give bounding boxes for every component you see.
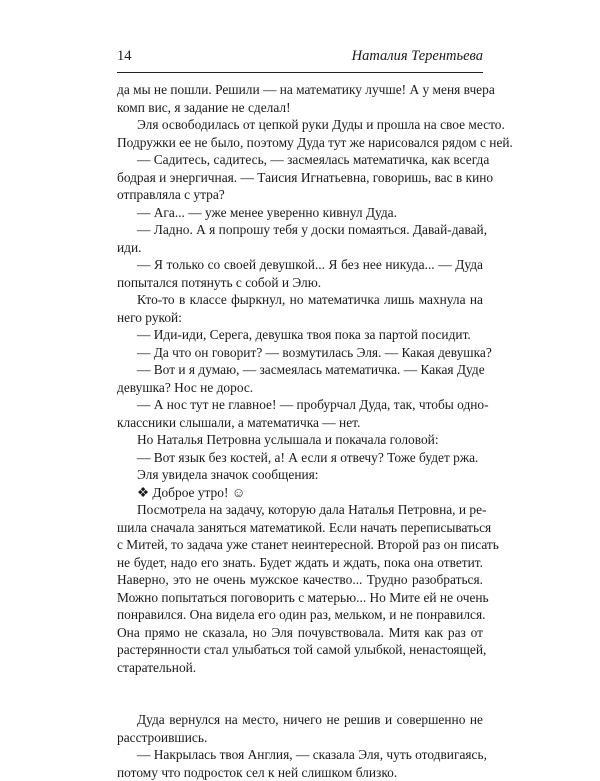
text-line: — Накрылась твоя Англия, — сказала Эля, чуть отодвигаясь, <box>117 746 483 764</box>
text-line: Эля освободилась от цепкой руки Дуды и прошла на свое место. <box>117 116 483 134</box>
text-line: — Вот и я думаю, — засмеялась математичка. — Какая Дуде <box>117 361 483 379</box>
text-line: понравился. Она видела его один раз, мельком, и не понравился. <box>117 606 483 624</box>
text-line: с Митей, то задача уже станет неинтересной. Второй раз он писать <box>117 536 483 554</box>
text-line: Посмотрела на задачу, которую дала Наталья Петровна, и ре- <box>117 501 483 519</box>
section-break <box>117 694 483 712</box>
text-line: расстроившись. <box>117 729 483 747</box>
text-line: отправляла с утра? <box>117 186 483 204</box>
text-line: не будет, надо его знать. Будет ждать и ждать, пока она ответит. <box>117 554 483 572</box>
header-rule <box>117 72 483 73</box>
text-line: иди. <box>117 239 483 257</box>
text-line: бодрая и энергичная. — Таисия Игнатьевна, говоришь, вас в кино <box>117 169 483 187</box>
message-line: ❖ Доброе утро! ☺ <box>117 484 483 502</box>
text-line: старательной. <box>117 659 483 677</box>
section-break <box>117 676 483 694</box>
text-line: Дуда вернулся на место, ничего не решив и совершенно не <box>117 711 483 729</box>
text-line: потому что подросток сел к ней слишком близко. <box>117 764 483 781</box>
text-line: классники слышали, а математичка — нет. <box>117 414 483 432</box>
text-line: Наверно, это не очень мужское качество... Трудно разобраться. <box>117 571 483 589</box>
running-head-author: Наталия Терентьева <box>352 48 483 65</box>
text-line: него рукой: <box>117 309 483 327</box>
text-line: — А нос тут не главное! — пробурчал Дуда, так, чтобы одно- <box>117 396 483 414</box>
text-line: — Иди-иди, Серега, девушка твоя пока за партой посидит. <box>117 326 483 344</box>
text-line: Она прямо не сказала, но Эля почувствовала. Митя как раз от <box>117 624 483 642</box>
text-line: попытался потянуть с собой и Элю. <box>117 274 483 292</box>
text-line: — Я только со своей девушкой... Я без нее никуда... — Дуда <box>117 256 483 274</box>
page-header <box>117 48 483 70</box>
text-line: Но Наталья Петровна услышала и покачала головой: <box>117 431 483 449</box>
text-line: комп вис, я задание не сделал! <box>117 99 483 117</box>
text-line: шила сначала заняться математикой. Если начать переписываться <box>117 519 483 537</box>
text-line: Кто-то в классе фыркнул, но математичка лишь махнула на <box>117 291 483 309</box>
text-line: Можно попытаться поговорить с матерью... Но Мите ей не очень <box>117 589 483 607</box>
body-text <box>117 81 483 781</box>
text-line: Эля увидела значок сообщения: <box>117 466 483 484</box>
text-line: — Вот язык без костей, а! А если я отвечу? Тоже будет ржа. <box>117 449 483 467</box>
text-line: растерянности стал улыбаться той самой улыбкой, ненастоящей, <box>117 641 483 659</box>
text-line: девушка? Нос не дорос. <box>117 379 483 397</box>
text-line: — Садитесь, садитесь, — засмеялась математичка, как всегда <box>117 151 483 169</box>
page-number: 14 <box>117 48 132 65</box>
text-line: — Да что он говорит? — возмутилась Эля. — Какая девушка? <box>117 344 483 362</box>
text-line: да мы не пошли. Решили — на математику лучше! А у меня вчера <box>117 81 483 99</box>
text-line: Подружки ее не было, поэтому Дуда тут же нарисовался рядом с ней. <box>117 134 483 152</box>
text-line: — Ага... — уже менее уверенно кивнул Дуда. <box>117 204 483 222</box>
text-line: — Ладно. А я попрошу тебя у доски помаяться. Давай-давай, <box>117 221 483 239</box>
